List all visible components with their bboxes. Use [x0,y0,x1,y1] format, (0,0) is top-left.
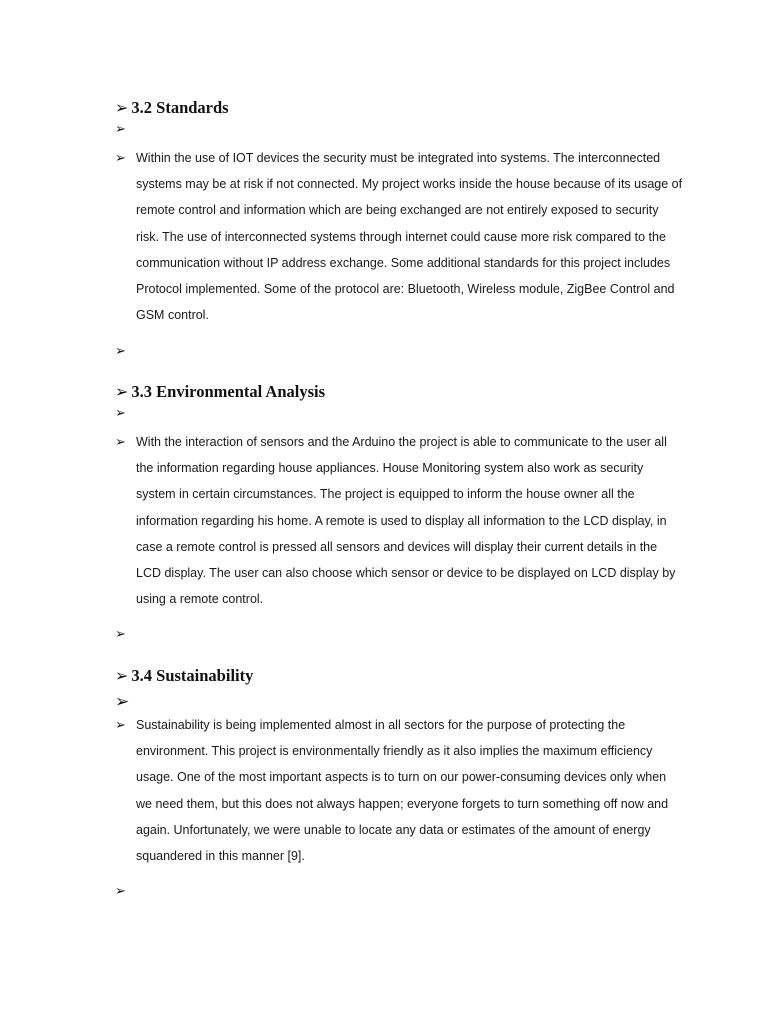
section-paragraph-standards: Within the use of IOT devices the security must be integrated into systems. The interconnected systems may be at risk if not connected. My project works inside the house because of its usage of remote control and information which are being exchanged are not entirely exposed to security risk. The use of interconnected systems through internet could cause more risk compared to the communication without IP address exchange. Some additional standards for this project includes Protocol implemented. Some of the protocol are: Bluetooth, Wireless module, ZigBee Control and GSM control. [136,151,683,323]
arrow-bullet-icon: ➢ [115,718,126,733]
arrow-bullet-icon: ➢ [115,122,126,137]
arrow-bullet-icon: ➢ [115,435,126,450]
arrow-bullet-icon: ➢ [115,692,130,712]
section-heading-environmental-analysis [115,382,325,402]
arrow-bullet-icon: ➢ [115,406,126,421]
arrow-bullet-icon: ➢ [115,98,129,117]
section-heading-standards [115,98,229,118]
arrow-bullet-icon: ➢ [115,884,126,899]
arrow-bullet-icon: ➢ [115,382,129,401]
heading-text: 3.2 Standards [131,98,229,117]
section-paragraph-sustainability: Sustainability is being implemented almost in all sectors for the purpose of protecting the environment. This project is environmentally friendly as it also implies the maximum efficiency usage. One of the most important aspects is to turn on our power-consuming devices only when we need them, but this does not always happen; everyone forgets to turn something off now and again. Unfortunately, we were unable to locate any data or estimates of the amount of energy squandered in this manner [9]. [136,718,669,864]
heading-text: 3.4 Sustainability [131,666,254,685]
section-paragraph-environmental-analysis: With the interaction of sensors and the Arduino the project is able to communicate to the user all the information regarding house appliances. House Monitoring system also work as security system in certain circumstances. The project is equipped to inform the house owner all the information regarding his home. A remote is used to display all information to the LCD display, in case a remote control is pressed all sensors and devices will display their current details in the LCD display. The user can also choose which sensor or device to be displayed on LCD display by using a remote control. [136,435,676,607]
arrow-bullet-icon: ➢ [115,344,126,359]
arrow-bullet-icon: ➢ [115,151,126,166]
heading-text: 3.3 Environmental Analysis [131,382,326,401]
section-heading-sustainability [115,666,253,686]
arrow-bullet-icon: ➢ [115,666,129,685]
arrow-bullet-icon: ➢ [115,627,126,642]
